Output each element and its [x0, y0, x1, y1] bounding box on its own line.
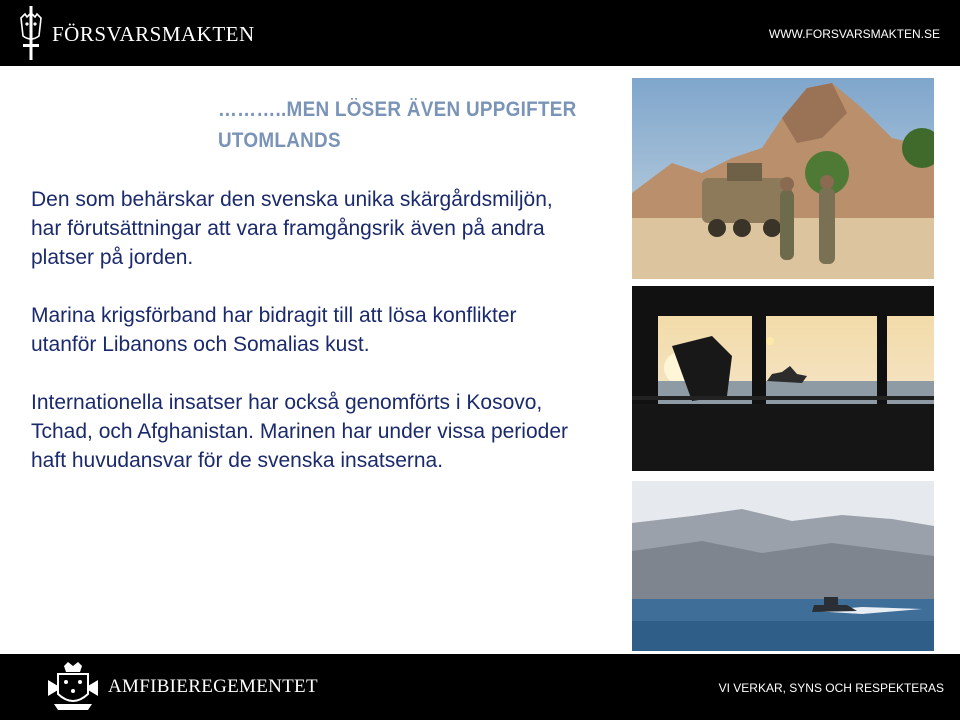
paragraph-skargard: Den som behärskar den svenska unika skärgårdsmiljön, har förutsättningar att vara framgångsrik även på andra platser på jorden. — [31, 188, 553, 269]
footer-motto: VI VERKAR, SYNS OCH RESPEKTERAS — [718, 681, 944, 695]
slide-body — [31, 185, 581, 504]
amfibieregementet-brand: AMFIBIEREGEMENTET — [108, 676, 318, 697]
slide-title: ………..MEN LÖSER ÄVEN UPPGIFTER UTOMLANDS — [218, 98, 577, 152]
top-bar — [0, 0, 960, 66]
bottom-bar — [0, 654, 960, 720]
three-crowns-sword-icon — [18, 4, 44, 62]
ship-sunset-photo — [632, 286, 934, 471]
paragraph-internationella-insatser: Internationella insatser har också genomförts i Kosovo, Tchad, och Afghanistan. Marinen har under vissa perioder haft huvudansvar för de svenska insatserna. — [31, 391, 568, 472]
paragraph-marina-krigsforband: Marina krigsförband har bidragit till att lösa konflikter utanför Libanons och Somalias kust. — [31, 304, 517, 356]
amfibieregementet-emblem-icon — [44, 660, 102, 714]
patrol-boat-sea-photo — [632, 481, 934, 651]
desert-soldiers-photo — [632, 78, 934, 279]
forsvarsmakten-brand: FÖRSVARSMAKTEN — [52, 22, 255, 46]
website-url[interactable]: WWW.FORSVARSMAKTEN.SE — [768, 27, 940, 41]
